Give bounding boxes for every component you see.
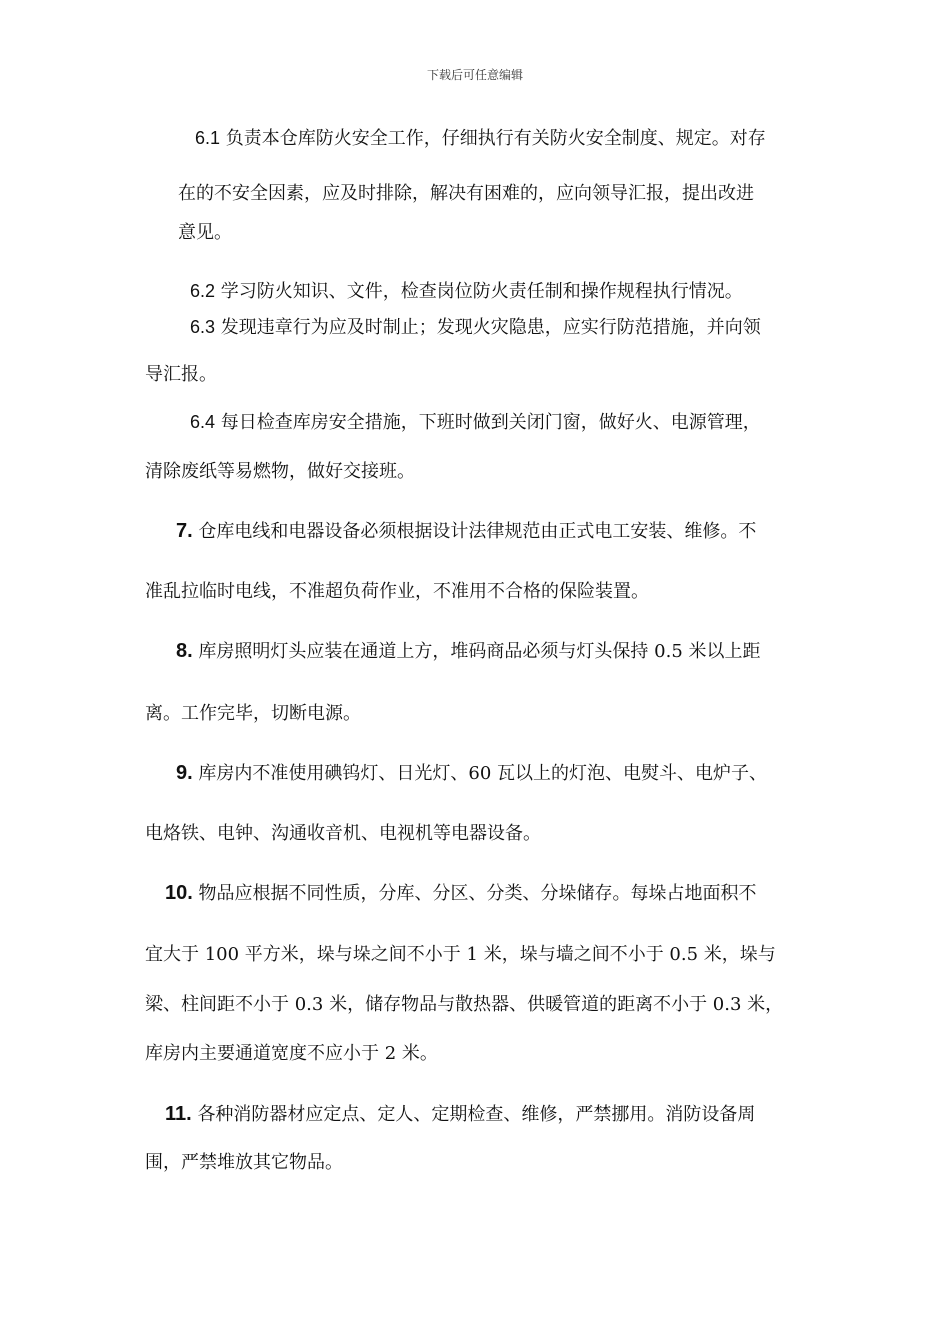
clause-text: 库房照明灯头应装在通道上方，堆码商品必须与灯头保持 0.5 米以上距 (198, 641, 761, 662)
clause-number: 7. (176, 520, 193, 542)
clause-8 (176, 639, 761, 664)
clause-7-cont: 准乱拉临时电线，不准超负荷作业，不准用不合格的保险装置。 (145, 581, 649, 602)
clause-7 (176, 519, 756, 544)
clause-10-cont: 宜大于 100 平方米，垛与垛之间不小于 1 米，垛与墙之间不小于 0.5 米，垛与 (145, 944, 776, 965)
clause-text: 物品应根据不同性质，分库、分区、分类、分垛储存。每垛占地面积不 (198, 883, 757, 904)
clause-number: 6.1 (195, 128, 221, 148)
clause-9 (176, 761, 767, 786)
clause-10-cont: 梁、柱间距不小于 0.3 米，储存物品与散热器、供暖管道的距离不小于 0.3 米， (145, 994, 784, 1015)
clause-6-2 (190, 279, 743, 304)
clause-number: 9. (176, 762, 193, 784)
clause-6-1 (195, 126, 766, 151)
clause-number: 6.3 (190, 317, 216, 337)
page-header: 下载后可任意编辑 (426, 68, 523, 82)
clause-text: 负责本仓库防火安全工作，仔细执行有关防火安全制度、规定。对存 (225, 128, 766, 149)
clause-number: 8. (176, 640, 193, 662)
clause-6-3 (190, 315, 761, 340)
clause-6-4-cont: 清除废纸等易燃物，做好交接班。 (145, 461, 415, 482)
clause-6-3-cont: 导汇报。 (145, 364, 217, 385)
clause-6-1-cont: 在的不安全因素，应及时排除，解决有困难的，应向领导汇报，提出改进 (178, 183, 754, 204)
clause-number: 6.4 (190, 412, 216, 432)
clause-10-cont: 库房内主要通道宽度不应小于 2 米。 (145, 1043, 438, 1064)
clause-text: 发现违章行为应及时制止；发现火灾隐患，应实行防范措施，并向领 (220, 317, 761, 338)
clause-number: 10. (165, 882, 193, 904)
clause-11 (165, 1102, 755, 1127)
clause-10 (165, 881, 757, 906)
clause-6-1-cont: 意见。 (178, 222, 232, 243)
clause-text: 各种消防器材应定点、定人、定期检查、维修，严禁挪用。消防设备周 (197, 1104, 756, 1125)
clause-11-cont: 围，严禁堆放其它物品。 (145, 1152, 343, 1173)
clause-text: 仓库电线和电器设备必须根据设计法律规范由正式电工安装、维修。不 (198, 521, 757, 542)
clause-text: 库房内不准使用碘钨灯、日光灯、60 瓦以上的灯泡、电熨斗、电炉子、 (198, 763, 768, 784)
clause-text: 学习防火知识、文件，检查岗位防火责任制和操作规程执行情况。 (220, 281, 743, 302)
clause-text: 每日检查库房安全措施，下班时做到关闭门窗，做好火、电源管理， (220, 412, 761, 433)
clause-8-cont: 离。工作完毕，切断电源。 (145, 703, 361, 724)
clause-9-cont: 电烙铁、电钟、沟通收音机、电视机等电器设备。 (145, 823, 541, 844)
clause-number: 11. (165, 1103, 192, 1125)
clause-number: 6.2 (190, 281, 216, 301)
clause-6-4 (190, 410, 761, 435)
